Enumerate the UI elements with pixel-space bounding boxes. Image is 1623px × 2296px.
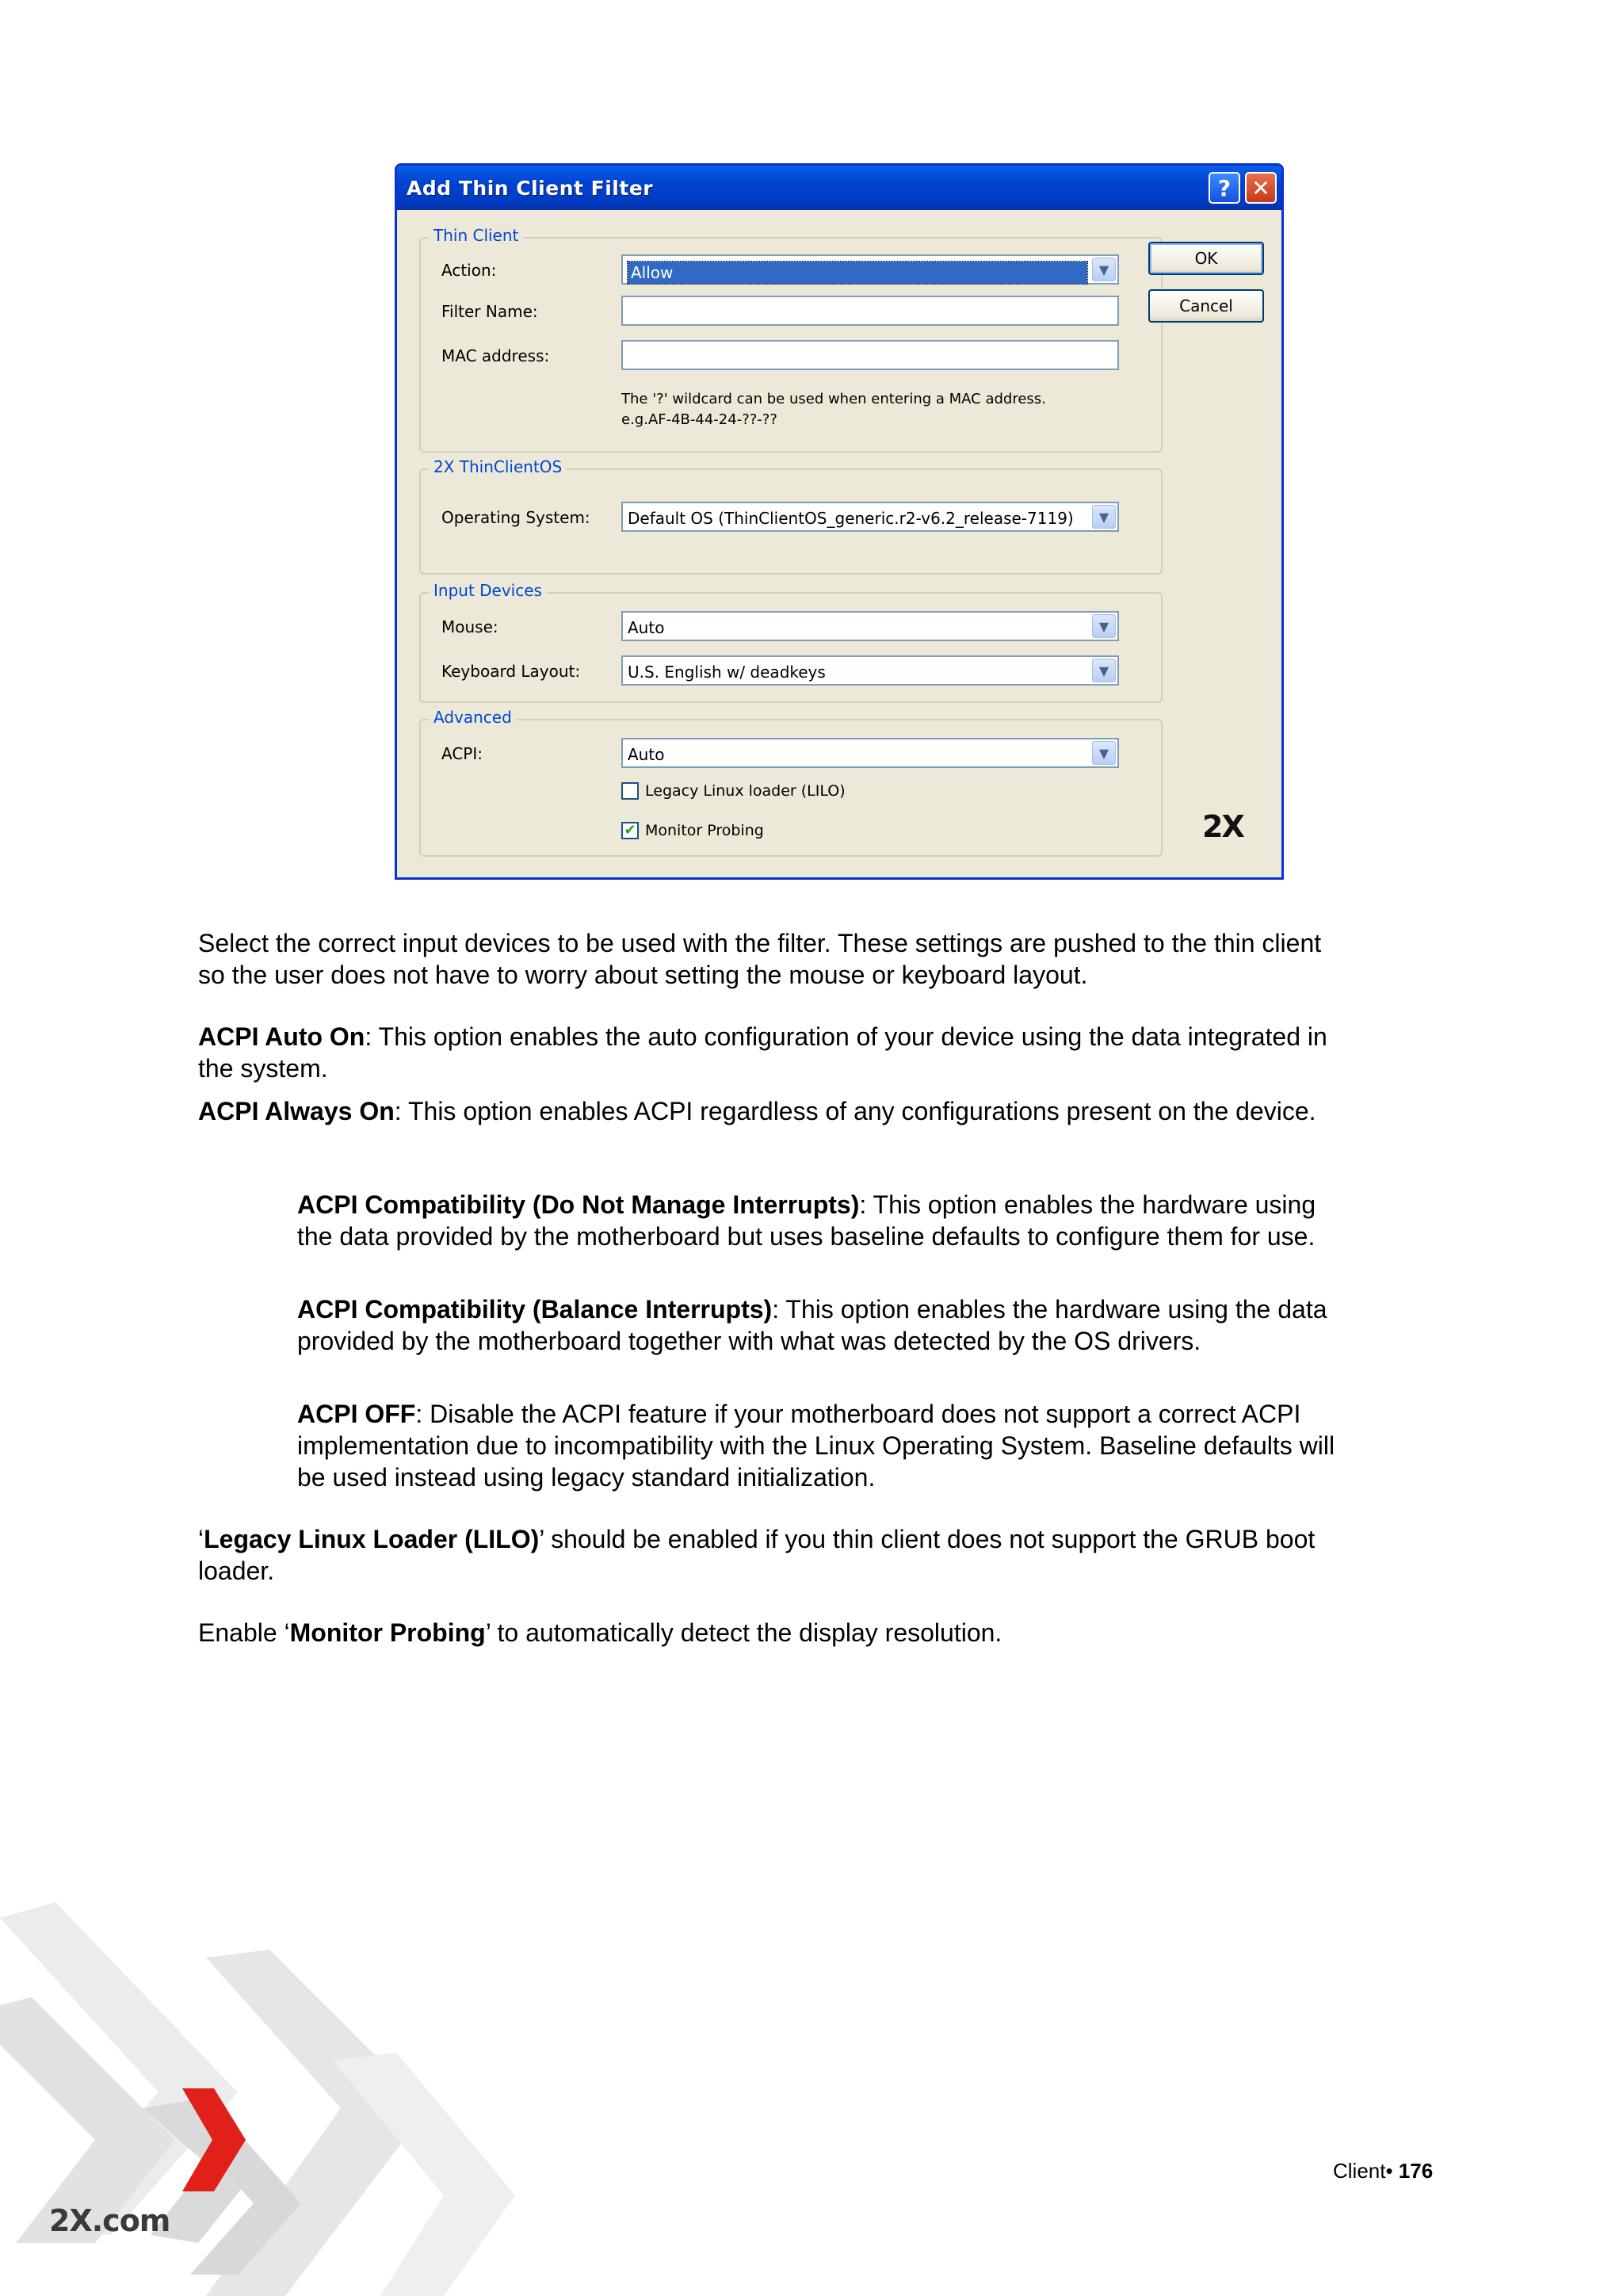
paragraph-acpi-off: [297, 1398, 1347, 1493]
dialog-body: [397, 210, 1281, 877]
mouse-label: Mouse:: [441, 617, 498, 636]
desc-monitor-probing: ’ to automatically detect the display resolution.: [485, 1618, 1002, 1647]
keyboard-layout-label: Keyboard Layout:: [441, 662, 581, 681]
acpi-label: ACPI:: [441, 744, 483, 763]
monitor-probing-label[interactable]: Monitor Probing: [645, 822, 764, 839]
paragraph-acpi-compat-no-manage: [297, 1189, 1347, 1252]
monitor-probing-checkbox[interactable]: ✔: [621, 822, 639, 839]
desc-acpi-compat-balance: : This option enables the hardware using the data provided by the motherboard together with what was detected by the OS drivers.: [297, 1295, 1327, 1355]
quote-open: ‘: [198, 1525, 204, 1553]
desc-lilo: ’ should be enabled if you thin client does not support the GRUB boot loader.: [198, 1525, 1316, 1585]
desc-acpi-compat-no-manage: : This option enables the hardware using the data provided by the motherboard but uses baseline defaults to configure them for use.: [297, 1190, 1316, 1251]
operating-system-value: Default OS (ThinClientOS_generic.r2-v6.2_release-7119): [628, 509, 1074, 528]
help-icon: ?: [1217, 174, 1232, 201]
filter-name-label: Filter Name:: [441, 302, 538, 321]
paragraph-acpi-auto-on: [198, 1021, 1347, 1084]
action-label: Action:: [441, 261, 497, 280]
thinclientos-group: [419, 457, 1163, 575]
page-footer: [1333, 2159, 1433, 2183]
acpi-select[interactable]: [621, 738, 1119, 768]
mac-address-input[interactable]: [621, 340, 1119, 370]
mac-hint-line1: The '?' wildcard can be used when entering a MAC address.: [621, 391, 1046, 407]
action-select[interactable]: [621, 254, 1119, 285]
lilo-checkbox[interactable]: [621, 782, 639, 800]
advanced-group: [419, 708, 1163, 857]
paragraph-input-devices: Select the correct input devices to be used with the filter. These settings are pushed to the thin client so the user does not have to worry about setting the mouse or keyboard layout.: [198, 929, 1322, 989]
2x-logo: [1202, 809, 1243, 844]
paragraph-lilo: [198, 1523, 1347, 1587]
mouse-select[interactable]: [621, 611, 1119, 641]
mouse-value: Auto: [628, 618, 665, 637]
page-number: 176: [1392, 2159, 1434, 2183]
footer-section: Client•: [1333, 2159, 1393, 2183]
help-button[interactable]: [1209, 172, 1240, 204]
group-label-advanced: Advanced: [429, 708, 517, 727]
monitor-probing-pre: Enable ‘: [198, 1618, 290, 1647]
paragraph-acpi-always-on: [198, 1095, 1347, 1127]
cancel-button[interactable]: Cancel: [1148, 289, 1264, 323]
mac-hint-line2: e.g.AF-4B-44-24-??-??: [621, 411, 777, 428]
close-icon: ✕: [1251, 174, 1270, 201]
chevron-down-icon[interactable]: ▼: [1092, 505, 1116, 529]
group-label-thinclientos: 2X ThinClientOS: [429, 457, 567, 476]
2x-logo-text: 2X: [1202, 809, 1243, 844]
add-thin-client-filter-dialog: [395, 163, 1284, 880]
desc-acpi-always-on: : This option enables ACPI regardless of any configurations present on the device.: [394, 1097, 1316, 1125]
chevron-down-icon[interactable]: ▼: [1092, 659, 1116, 682]
lilo-checkbox-label[interactable]: Legacy Linux loader (LILO): [645, 782, 846, 800]
mac-hint: [621, 389, 1046, 430]
term-acpi-auto-on: ACPI Auto On: [198, 1022, 365, 1051]
keyboard-layout-value: U.S. English w/ deadkeys: [628, 663, 826, 682]
paragraph-acpi-compat-balance: [297, 1293, 1347, 1357]
ok-button[interactable]: OK: [1148, 242, 1264, 275]
term-acpi-always-on: ACPI Always On: [198, 1097, 395, 1125]
dialog-titlebar: [397, 166, 1281, 210]
term-acpi-off: ACPI OFF: [297, 1400, 416, 1428]
acpi-value: Auto: [628, 745, 665, 764]
desc-acpi-auto-on: : This option enables the auto configuration of your device using the data integrated in the system.: [198, 1022, 1327, 1083]
chevron-down-icon[interactable]: ▼: [1092, 614, 1116, 638]
term-acpi-compat-balance: ACPI Compatibility (Balance Interrupts): [297, 1295, 773, 1324]
term-monitor-probing: Monitor Probing: [289, 1618, 486, 1647]
close-button[interactable]: [1245, 172, 1277, 204]
group-label-input-devices: Input Devices: [429, 581, 547, 600]
chevron-down-icon[interactable]: ▼: [1092, 741, 1116, 765]
paragraph-monitor-probing: [198, 1617, 1347, 1648]
mac-address-label: MAC address:: [441, 346, 550, 365]
dialog-title: Add Thin Client Filter: [407, 177, 654, 200]
term-lilo: Legacy Linux Loader (LILO): [204, 1525, 540, 1553]
brand-logo: 2X.com: [49, 2203, 170, 2238]
filter-name-input[interactable]: [621, 296, 1119, 326]
input-devices-group: [419, 581, 1163, 703]
action-value: Allow: [628, 262, 1087, 284]
keyboard-layout-select[interactable]: [621, 655, 1119, 686]
term-acpi-compat-no-manage: ACPI Compatibility (Do Not Manage Interrupts): [297, 1190, 860, 1219]
operating-system-select[interactable]: [621, 502, 1119, 532]
operating-system-label: Operating System:: [441, 508, 590, 527]
desc-acpi-off: : Disable the ACPI feature if your motherboard does not support a correct ACPI implementation due to incompatibility with the Linux Operating System. Baseline defaults will be used instead using legacy standard initialization.: [297, 1400, 1335, 1492]
thin-client-group: [419, 226, 1163, 453]
group-label-thin-client: Thin Client: [429, 226, 523, 245]
chevron-down-icon[interactable]: ▼: [1092, 258, 1116, 281]
